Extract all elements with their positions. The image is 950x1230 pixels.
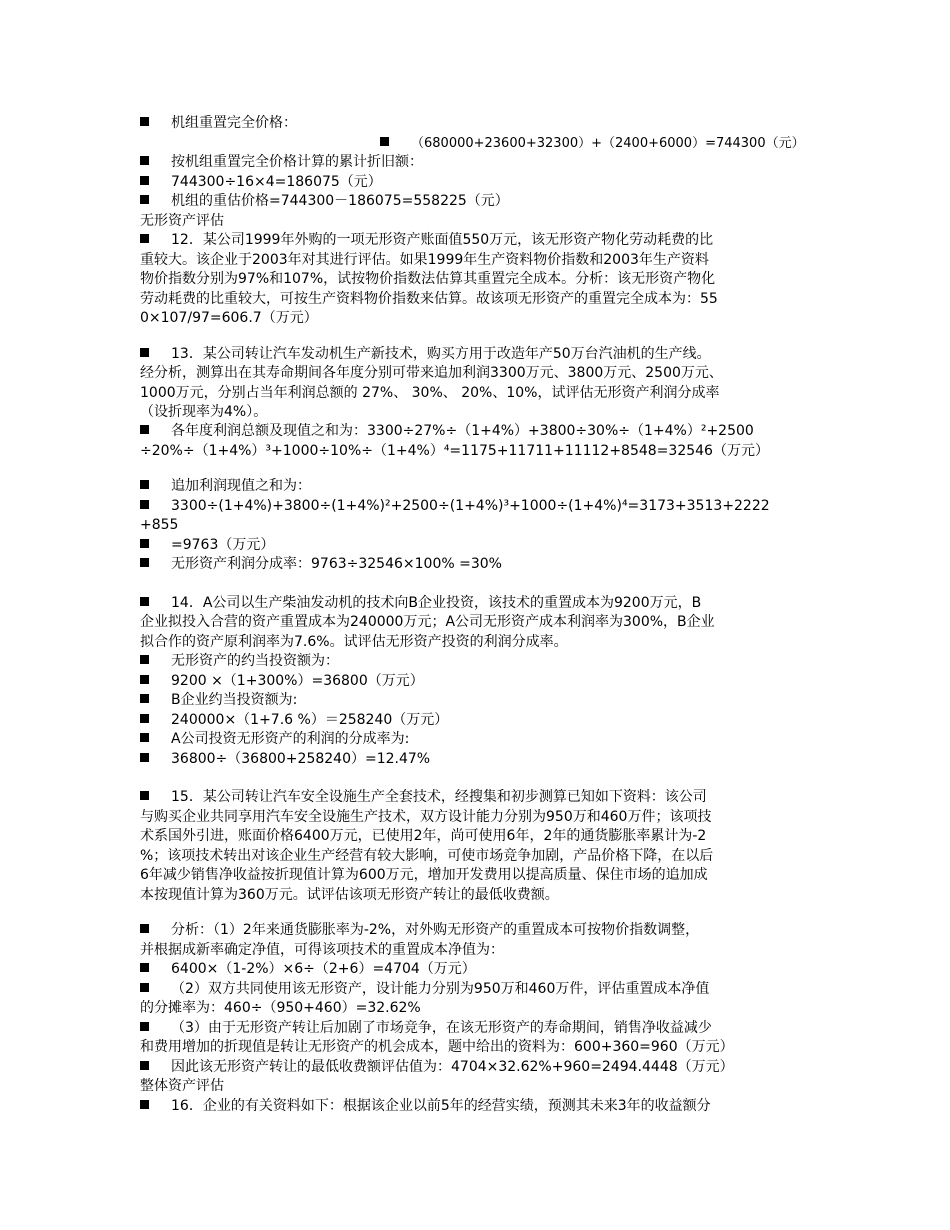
text-line <box>140 711 810 731</box>
text-line: 企业拟投入合营的资产重置成本为240000万元；A公司无形资产成本利润率为300%，B企业 <box>140 614 715 630</box>
text-line <box>140 921 810 941</box>
line-text: 13．某公司转让汽车发动机生产新技术，购买方用于改造年产50万台汽油机的生产线。 <box>171 346 711 362</box>
bullet <box>140 924 149 933</box>
bullet <box>140 348 149 357</box>
bullet <box>140 1022 149 1031</box>
line-text: 按机组重置完全价格计算的累计折旧额： <box>171 154 423 170</box>
text-line <box>140 345 810 365</box>
line-text: =9763（万元） <box>171 537 275 553</box>
bullet <box>140 694 149 703</box>
text-line: 0×107/97=606.7（万元） <box>140 310 318 326</box>
line-text: 240000×（1+7.6 %）＝258240（万元） <box>171 712 449 728</box>
text-line <box>140 750 810 770</box>
text-line: 1000万元，分别占当年利润总额的 27%、 30%、 20%、10%，试评估无形资产利润分成率 <box>140 385 720 401</box>
text-line <box>380 134 810 154</box>
line-text: A公司投资无形资产的利润的分成率为: <box>171 731 410 747</box>
text-line <box>140 555 810 575</box>
line-text: 机组的重估价格=744300－186075=558225（元） <box>171 193 509 209</box>
line-text: 15．某公司转让汽车安全设施生产全套技术，经搜集和初步测算已知如下资料：该公司 <box>171 789 707 805</box>
text-line <box>140 231 810 251</box>
bullet <box>140 983 149 992</box>
bullet <box>140 597 149 606</box>
bullet <box>140 791 149 800</box>
bullet <box>140 480 149 489</box>
line-text: 无形资产的约当投资额为： <box>171 653 339 669</box>
line-text: （680000+23600+32300）+（2400+6000）=744300（元） <box>411 136 805 151</box>
bullet <box>140 963 149 972</box>
text-line: 和费用增加的折现值是转让无形资产的机会成本，题中给出的资料为：600+360=960（万元） <box>140 1039 734 1055</box>
text-line <box>140 980 810 1000</box>
text-line <box>140 691 810 711</box>
line-text: （3）由于无形资产转让后加剧了市场竞争，在该无形资产的寿命期间，销售净收益减少 <box>171 1020 712 1036</box>
line-text: 9200 ×（1+300%）=36800（万元） <box>171 673 424 689</box>
line-text: 6400×（1-2%）×6÷（2+6）=4704（万元） <box>171 961 476 977</box>
text-line: 经分析，测算出在其寿命期间各年度分别可带来追加利润3300万元、3800万元、2500万元、 <box>140 365 723 381</box>
text-line <box>140 422 810 442</box>
line-text: 无形资产利润分成率：9763÷32546×100% =30% <box>171 556 502 572</box>
line-text: 分析：（1）2年来通货膨胀率为-2%，对外购无形资产的重置成本可按物价指数调整， <box>171 922 700 938</box>
text-line <box>140 788 810 808</box>
line-text: 12．某公司1999年外购的一项无形资产账面值550万元，该无形资产物化劳动耗费的比 <box>171 232 714 248</box>
text-line: ÷20%÷（1+4%）³+1000÷10%÷（1+4%）⁴=1175+11711+11112+8548=32546（万元） <box>140 443 769 459</box>
bullet <box>140 675 149 684</box>
bullet <box>140 156 149 165</box>
text-line: 拟合作的资产原利润率为7.6%。试评估无形资产投资的利润分成率。 <box>140 634 568 650</box>
text-line: 与购买企业共同享用汽车安全设施生产技术，双方设计能力分别为950万和460万件；该项技 <box>140 809 712 825</box>
line-text: 因此该无形资产转让的最低收费额评估值为：4704×32.62%+960=2494.4448（万元） <box>171 1059 734 1075</box>
text-line <box>140 114 810 134</box>
text-line <box>140 960 810 980</box>
line-text: 机组重置完全价格： <box>171 115 297 131</box>
text-line: 6年减少销售净收益按折现值计算为600万元，增加开发费用以提高质量、保住市场的追加成 <box>140 867 708 883</box>
text-line <box>140 652 810 672</box>
section-heading: 整体资产评估 <box>140 1078 224 1094</box>
line-text: 36800÷（36800+258240）=12.47% <box>171 751 431 767</box>
text-line <box>140 672 810 692</box>
text-line <box>140 153 810 173</box>
bullet <box>380 137 389 146</box>
line-text: 3300÷(1+4%)+3800÷(1+4%)²+2500÷(1+4%)³+1000÷(1+4%)⁴=3173+3513+2222 <box>171 498 770 514</box>
bullet <box>140 425 149 434</box>
text-line <box>140 192 810 212</box>
line-text: 各年度利润总额及现值之和为：3300÷27%÷（1+4%）+3800÷30%÷（1+4%）²+2500 <box>171 423 754 439</box>
bullet <box>140 176 149 185</box>
bullet <box>140 234 149 243</box>
bullet <box>140 753 149 762</box>
bullet <box>140 655 149 664</box>
text-line: 物价指数分别为97%和107%，试按物价指数法估算其重置完全成本。分析：该无形资产物化 <box>140 271 716 287</box>
text-line <box>140 477 810 497</box>
text-line: %；该项技术转出对该企业生产经营有较大影响，可使市场竞争加剧，产品价格下降，在以后 <box>140 848 714 864</box>
text-line <box>140 1097 810 1117</box>
text-line: 重较大。该企业于2003年对其进行评估。如果1999年生产资料物价指数和2003年生产资料 <box>140 252 709 268</box>
bullet <box>140 714 149 723</box>
line-text: B企业约当投资额为: <box>171 692 298 708</box>
line-text: 744300÷16×4=186075（元） <box>171 174 382 190</box>
text-line: 的分摊率为：460÷（950+460）=32.62% <box>140 1000 421 1016</box>
bullet <box>140 558 149 567</box>
section-heading: 无形资产评估 <box>140 213 224 229</box>
text-line <box>140 1058 810 1078</box>
bullet <box>140 195 149 204</box>
bullet <box>140 1061 149 1070</box>
text-line: 术系国外引进，账面价格6400万元，已使用2年，尚可使用6年，2年的通货膨胀率累计为-2 <box>140 828 707 844</box>
bullet <box>140 117 149 126</box>
text-line: 并根据成新率确定净值，可得该项技术的重置成本净值为： <box>140 942 504 958</box>
line-text: 14．A公司以生产柴油发动机的技术向B企业投资，该技术的重置成本为9200万元，B <box>171 595 702 611</box>
text-line: 劳动耗费的比重较大，可按生产资料物价指数来估算。故该项无形资产的重置完全成本为：55 <box>140 291 718 307</box>
text-line <box>140 730 810 750</box>
text-line: （设折现率为4%）。 <box>140 404 268 420</box>
line-text: （2）双方共同使用该无形资产，设计能力分别为950万和460万件，评估重置成本净值 <box>171 981 710 997</box>
line-text: 追加利润现值之和为： <box>171 478 311 494</box>
text-line <box>140 173 810 193</box>
text-line <box>140 594 810 614</box>
text-line: +855 <box>140 517 179 533</box>
text-line <box>140 1019 810 1039</box>
line-text: 16．企业的有关资料如下：根据该企业以前5年的经营实绩，预测其未来3年的收益额分 <box>171 1098 711 1114</box>
bullet <box>140 539 149 548</box>
text-line <box>140 497 810 517</box>
bullet <box>140 733 149 742</box>
text-line: 本按现值计算为360万元。试评估该项无形资产转让的最低收费额。 <box>140 887 559 903</box>
bullet <box>140 1100 149 1109</box>
bullet <box>140 500 149 509</box>
text-line <box>140 536 810 556</box>
